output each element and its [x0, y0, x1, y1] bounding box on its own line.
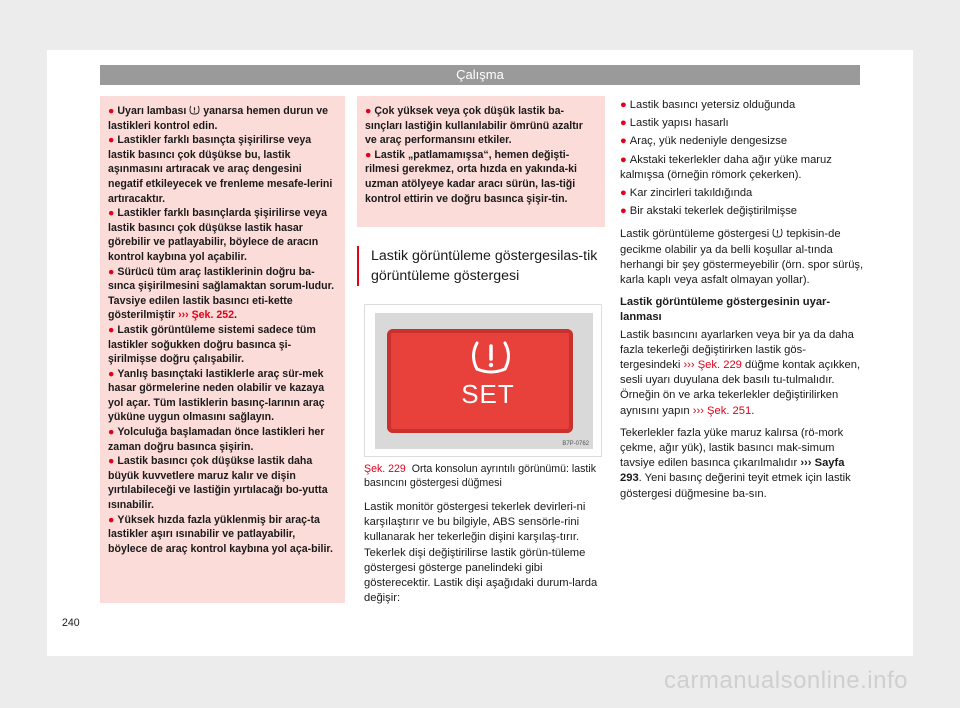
tire-pressure-icon — [189, 105, 200, 115]
list-item: ● Kar zincirleri takıldığında — [620, 187, 753, 200]
list-item: ● Araç, yük nedeniyle dengesizse — [620, 135, 788, 148]
warning-item: ● Çok yüksek veya çok düşük lastik ba-sınçları lastiğin kullanılabilir ömrünü azaltır ve araç performansını etkiler. — [365, 105, 583, 147]
bullet-icon: ● — [108, 207, 115, 220]
list-item: ● Lastik yapısı hasarlı — [620, 117, 729, 130]
warning-item: ● Lastik basıncı çok düşükse lastik daha büyük kuvvetlere maruz kalır ve dişin yırtılabileceği ve lastiğin yırtılacağı bo-yutta ısınabilir. — [108, 455, 328, 512]
warning-item: ● Yanlış basınçtaki lastiklerle araç sür-mek hasar görmelerine neden olabilir ve kazaya yol açar. Tüm lastiklerin basınç-larının araç yüküne uygun olmasını sağlayın. — [108, 367, 325, 424]
tire-pressure-icon — [772, 228, 783, 238]
list-item: ● Bir akstaki tekerlek değiştirilmişse — [620, 205, 798, 218]
warning-box-left — [100, 96, 345, 603]
cross-reference-link[interactable]: ››› Şek. 252 — [178, 309, 235, 322]
subheading: Lastik görüntüleme göstergesinin uyar-lanması — [620, 296, 831, 324]
warning-box-middle — [357, 96, 605, 227]
bullet-icon: ● — [365, 148, 372, 161]
set-label: SET — [461, 379, 515, 409]
figure-caption-text: Orta konsolun ayrıntılı görünümü: lastik basıncını göstergesi düğmesi — [364, 463, 597, 489]
warning-item: ● Lastikler farklı basınçta şişirilirse veya lastik basıncı çok düşükse bu, lastik aşınmasını artıracak ve araç dengesini negatif etkileyecek ve frenleme mesafe-lerini artıracaktır. — [108, 134, 333, 205]
bullet-icon: ● — [365, 105, 372, 117]
paragraph: Lastik basıncını ayarlarken veya bir ya da daha fazla tekerleği değiştirirken lastik gös-tergesindeki ››› Şek. 229 düğme kontak açıkken, sesli uyarı duyulana dek basılı tu-tulmalıdır. Örneğin ön ve arka tekerlekler değiştirilirken aynısını yapın ››› Şek. 251. — [620, 328, 861, 417]
warning-item: ● Uyarı lambası yanarsa hemen durun ve lastikleri kontrol edin. — [108, 105, 329, 132]
bullet-icon: ● — [108, 105, 115, 117]
list-item: ● Lastik basıncı yetersiz olduğunda — [620, 99, 796, 111]
tire-monitor-set-button — [387, 329, 573, 433]
warning-item: ● Lastik „patlamamışsa“, hemen değişti-rilmesi gerekmez, orta hızda en yakında-ki uzman atölyeye kadar aracı sürün, las-tiği kontrol ettirin ve doğru basınca şişir-tin. — [365, 148, 577, 205]
cross-reference-link[interactable]: ››› Sayfa 293 — [620, 457, 845, 485]
bullet-icon: ● — [620, 99, 627, 111]
paragraph: Lastik görüntüleme göstergesi tepkisin-de gecikme olabilir ya da belli koşullar al-tında herhangi bir şey göstermeyebilir (örn. spor sürüş, karla kaplı veya asfalt olmayan yollar). — [620, 228, 864, 287]
tire-pressure-icon — [469, 339, 513, 375]
list-item: ● Akstaki tekerlekler daha ağır yüke maruz kalmışsa (örneğin römork çekerken). — [620, 153, 832, 181]
watermark: carmanualsonline.info — [664, 667, 908, 694]
page-number: 240 — [62, 617, 80, 629]
bullet-icon: ● — [108, 134, 115, 147]
bullet-icon: ● — [108, 513, 115, 526]
warning-item: ● Yüksek hızda fazla yüklenmiş bir araç-ta lastikler aşırı ısınabilir ve patlayabilir, böylece de araç kontrol kaybına yol aça-bilir. — [108, 513, 333, 555]
bullet-icon: ● — [108, 367, 115, 380]
bullet-icon: ● — [108, 265, 115, 278]
warning-item: ● Sürücü tüm araç lastiklerinin doğru ba-sınca şişirilmesini sağlamaktan sorum-ludur. Tavsiye edilen lastik basıncı eti-kette gösterilmiştir ››› Şek. 252. — [108, 265, 335, 322]
warning-item: ● Yolculuğa başlamadan önce lastikleri her zaman doğru basınca şişirin. — [108, 426, 325, 453]
condition-list — [620, 98, 865, 219]
figure-caption — [364, 462, 604, 490]
warning-item: ● Lastikler farklı basınçlarda şişirilirse veya lastik basıncı çok düşükse lastik hasar görebilir ve patlayabilir, böylece de aracın kontrol kaybına yol açabilir. — [108, 207, 328, 263]
section-header-title: Çalışma — [456, 67, 504, 82]
bullet-icon: ● — [620, 205, 627, 218]
figure-tire-monitor-button — [364, 304, 602, 457]
figure-label: Şek. 229 — [364, 463, 406, 475]
warning-item: ● Lastik görüntüleme sistemi sadece tüm lastikler soğukken doğru basınca şi-şirilmişse doğru çalışabilir. — [108, 323, 316, 366]
bullet-icon: ● — [108, 426, 115, 439]
cross-reference-link[interactable]: ››› Şek. 229 — [683, 359, 742, 372]
bullet-icon: ● — [108, 323, 115, 336]
right-column — [620, 98, 865, 509]
bullet-icon: ● — [620, 153, 627, 166]
bullet-icon: ● — [108, 455, 115, 468]
body-text-middle: Lastik monitör göstergesi tekerlek devirleri-ni karşılaştırır ve bu bilgiyle, ABS sensörle-rini kullanarak her tekerleğin dişini karşılaş-tırır. Tekerlek dişi değiştirilirse lastik görün-tüleme göstergesi gösterge panelindeki gibi gösterecektir. Lastik dişi aşağıdaki durum-larda değişir: — [364, 501, 598, 605]
figure-background — [375, 313, 593, 449]
figure-code: B7P-0762 — [562, 441, 589, 447]
bullet-icon: ● — [620, 187, 627, 200]
paragraph: Tekerlekler fazla yüke maruz kalırsa (rö-mork çekme, ağır yük), lastik basıncı mak-simum tavsiye edilen basınca çıkarılmalıdır ››› Sayfa 293. Yeni basınç değerini teyit etmek için lastik göstergesi düğmesine ba-sın. — [620, 426, 851, 500]
cross-reference-link[interactable]: ››› Şek. 251 — [692, 404, 752, 417]
bullet-icon: ● — [620, 135, 627, 148]
bullet-icon: ● — [620, 117, 627, 130]
section-title: Lastik görüntüleme göstergesilas-tik görüntüleme göstergesi — [357, 246, 605, 286]
section-header — [100, 65, 860, 85]
